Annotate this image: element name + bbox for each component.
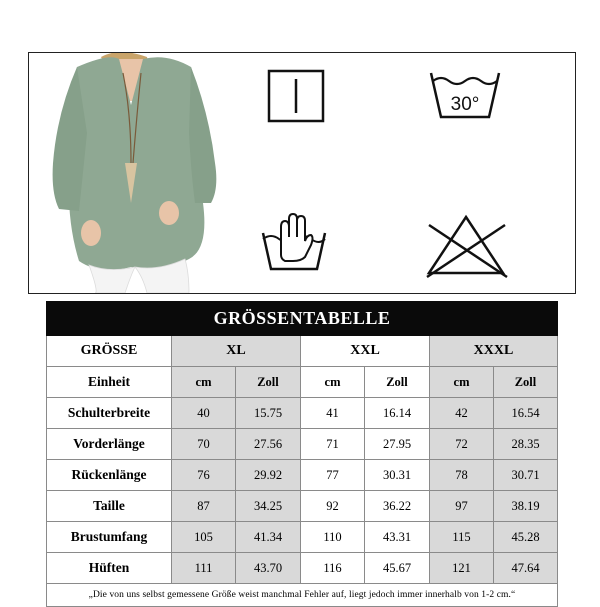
table-cell: 29.92 (236, 460, 301, 491)
table-cell: 47.64 (494, 553, 558, 584)
table-cell: 43.70 (236, 553, 301, 584)
size-header-row (47, 336, 558, 367)
table-cell: 116 (301, 553, 365, 584)
table-row (47, 398, 558, 429)
row-label: Rückenlänge (47, 460, 172, 491)
product-photo (39, 53, 239, 293)
unit-cell: Zoll (365, 367, 430, 398)
table-cell: 92 (301, 491, 365, 522)
size-xl: XL (172, 336, 301, 367)
table-row (47, 429, 558, 460)
row-label: Brustumfang (47, 522, 172, 553)
table-cell: 30.71 (494, 460, 558, 491)
wash-temp-label: 30° (450, 94, 480, 115)
table-cell: 45.28 (494, 522, 558, 553)
row-label: Schulterbreite (47, 398, 172, 429)
size-label: GRÖSSE (47, 336, 172, 367)
table-cell: 76 (172, 460, 236, 491)
table-cell: 78 (430, 460, 494, 491)
no-bleach-icon (421, 211, 511, 281)
unit-cell: Zoll (494, 367, 558, 398)
unit-row (47, 367, 558, 398)
table-cell: 97 (430, 491, 494, 522)
table-cell: 38.19 (494, 491, 558, 522)
table-cell: 105 (172, 522, 236, 553)
table-cell: 71 (301, 429, 365, 460)
table-cell: 111 (172, 553, 236, 584)
table-cell: 15.75 (236, 398, 301, 429)
table-cell: 28.35 (494, 429, 558, 460)
table-cell: 41.34 (236, 522, 301, 553)
table-title-row (47, 302, 558, 336)
table-row (47, 522, 558, 553)
table-cell: 27.95 (365, 429, 430, 460)
measurement-note: „Die von uns selbst gemessene Größe weist manchmal Fehler auf, liegt jedoch immer innerhalb von 1-2 cm.“ (47, 584, 558, 607)
line-dry-icon (267, 69, 327, 125)
row-label: Hüften (47, 553, 172, 584)
size-xxxl: XXXL (430, 336, 558, 367)
table-cell: 43.31 (365, 522, 430, 553)
table-cell: 30.31 (365, 460, 430, 491)
table-cell: 42 (430, 398, 494, 429)
note-row (47, 584, 558, 607)
row-label: Vorderlänge (47, 429, 172, 460)
table-cell: 121 (430, 553, 494, 584)
table-cell: 77 (301, 460, 365, 491)
size-chart-table (46, 301, 558, 607)
table-cell: 45.67 (365, 553, 430, 584)
table-cell: 36.22 (365, 491, 430, 522)
table-row (47, 553, 558, 584)
table-cell: 16.14 (365, 398, 430, 429)
table-cell: 41 (301, 398, 365, 429)
table-cell: 27.56 (236, 429, 301, 460)
unit-cell: Zoll (236, 367, 301, 398)
product-care-panel (28, 52, 576, 294)
unit-label: Einheit (47, 367, 172, 398)
table-cell: 40 (172, 398, 236, 429)
row-label: Taille (47, 491, 172, 522)
table-cell: 70 (172, 429, 236, 460)
table-cell: 87 (172, 491, 236, 522)
table-cell: 16.54 (494, 398, 558, 429)
table-cell: 115 (430, 522, 494, 553)
table-cell: 72 (430, 429, 494, 460)
hand-wash-icon (259, 211, 329, 273)
unit-cell: cm (301, 367, 365, 398)
unit-cell: cm (172, 367, 236, 398)
unit-cell: cm (430, 367, 494, 398)
wash-30-icon (427, 67, 503, 125)
table-title: GRÖSSENTABELLE (47, 302, 558, 336)
table-row (47, 491, 558, 522)
table-cell: 34.25 (236, 491, 301, 522)
size-xxl: XXL (301, 336, 430, 367)
table-cell: 110 (301, 522, 365, 553)
table-row (47, 460, 558, 491)
